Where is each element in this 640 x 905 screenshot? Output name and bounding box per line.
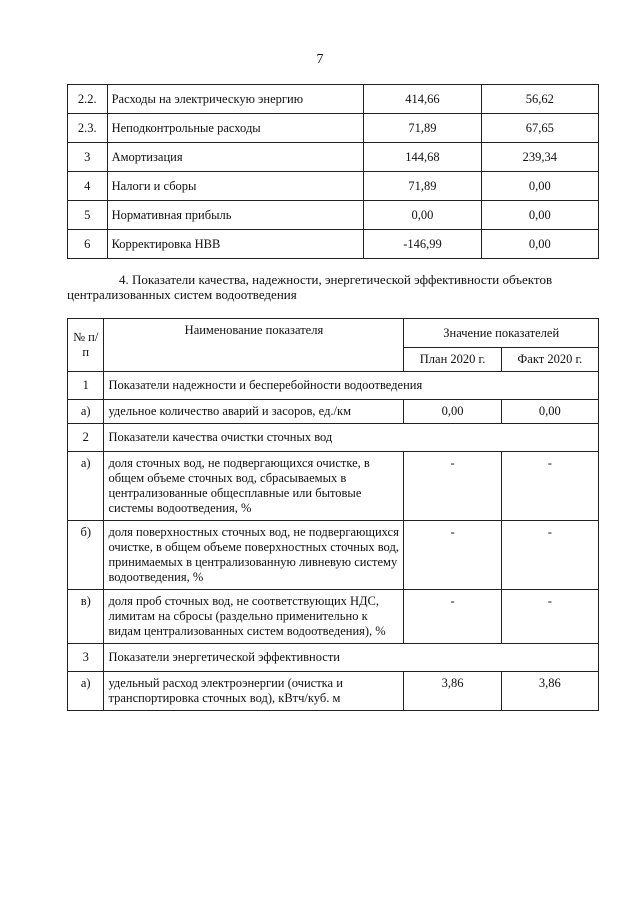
row-value-2: 56,62 bbox=[481, 85, 598, 114]
row-value-2: 0,00 bbox=[481, 201, 598, 230]
plan-value: 3,86 bbox=[404, 672, 501, 711]
row-number: в) bbox=[68, 590, 104, 644]
section-row bbox=[68, 424, 599, 452]
row-name: Расходы на электрическую энергию bbox=[107, 85, 364, 114]
row-name: Налоги и сборы bbox=[107, 172, 364, 201]
fact-value: - bbox=[501, 590, 598, 644]
row-number: 3 bbox=[68, 143, 108, 172]
section-title: Показатели надежности и бесперебойности водоотведения bbox=[104, 372, 599, 400]
table-row bbox=[68, 201, 599, 230]
row-value-1: 0,00 bbox=[364, 201, 481, 230]
row-number: 3 bbox=[68, 644, 104, 672]
header-fact: Факт 2020 г. bbox=[501, 348, 598, 372]
row-name: Неподконтрольные расходы bbox=[107, 114, 364, 143]
header-values: Значение показателей bbox=[404, 319, 599, 348]
table-row bbox=[68, 452, 599, 521]
row-value-1: 71,89 bbox=[364, 172, 481, 201]
row-number: 6 bbox=[68, 230, 108, 259]
row-value-2: 0,00 bbox=[481, 230, 598, 259]
quality-indicators-table bbox=[67, 318, 599, 711]
fact-value: - bbox=[501, 452, 598, 521]
header-name: Наименование показателя bbox=[104, 319, 404, 372]
row-number: а) bbox=[68, 452, 104, 521]
row-name: Корректировка НВВ bbox=[107, 230, 364, 259]
budget-table bbox=[67, 84, 599, 259]
table-row bbox=[68, 521, 599, 590]
row-number: 1 bbox=[68, 372, 104, 400]
plan-value: 0,00 bbox=[404, 400, 501, 424]
plan-value: - bbox=[404, 521, 501, 590]
indicator-name: удельное количество аварий и засоров, ед./км bbox=[104, 400, 404, 424]
plan-value: - bbox=[404, 452, 501, 521]
header-num: № п/п bbox=[68, 319, 104, 372]
table-row bbox=[68, 114, 599, 143]
table-header-row bbox=[68, 319, 599, 348]
row-number: 2 bbox=[68, 424, 104, 452]
row-value-2: 67,65 bbox=[481, 114, 598, 143]
header-plan: План 2020 г. bbox=[404, 348, 501, 372]
row-number: б) bbox=[68, 521, 104, 590]
row-name: Амортизация bbox=[107, 143, 364, 172]
row-value-2: 239,34 bbox=[481, 143, 598, 172]
section-heading-line-2: централизованных систем водоотведения bbox=[67, 287, 297, 302]
table-row bbox=[68, 172, 599, 201]
page-number: 7 bbox=[316, 52, 324, 67]
section-title: Показатели качества очистки сточных вод bbox=[104, 424, 599, 452]
table-row bbox=[68, 230, 599, 259]
fact-value: 3,86 bbox=[501, 672, 598, 711]
section-row bbox=[68, 644, 599, 672]
section-title: Показатели энергетической эффективности bbox=[104, 644, 599, 672]
fact-value: - bbox=[501, 521, 598, 590]
indicator-name: удельный расход электроэнергии (очистка и транспортировка сточных вод), кВтч/куб. м bbox=[104, 672, 404, 711]
section-heading bbox=[67, 272, 599, 302]
row-value-1: 71,89 bbox=[364, 114, 481, 143]
table-row bbox=[68, 143, 599, 172]
row-value-2: 0,00 bbox=[481, 172, 598, 201]
row-value-1: 144,68 bbox=[364, 143, 481, 172]
indicator-name: доля поверхностных сточных вод, не подвергающихся очистке, в общем объеме поверхностных сточных вод, принимаемых в централизованную ливневую систему водоотведения, % bbox=[104, 521, 404, 590]
row-number: а) bbox=[68, 672, 104, 711]
indicator-name: доля сточных вод, не подвергающихся очистке, в общем объеме сточных вод, сбрасываемых в централизованные общесплавные или бытовые системы водоотведения, % bbox=[104, 452, 404, 521]
row-number: 2.2. bbox=[68, 85, 108, 114]
fact-value: 0,00 bbox=[501, 400, 598, 424]
table-row bbox=[68, 400, 599, 424]
row-value-1: -146,99 bbox=[364, 230, 481, 259]
indicator-name: доля проб сточных вод, не соответствующих НДС, лимитам на сбросы (раздельно применительно к видам централизованных систем водоотведения), % bbox=[104, 590, 404, 644]
row-value-1: 414,66 bbox=[364, 85, 481, 114]
plan-value: - bbox=[404, 590, 501, 644]
row-name: Нормативная прибыль bbox=[107, 201, 364, 230]
section-row bbox=[68, 372, 599, 400]
section-heading-line-1: 4. Показатели качества, надежности, энергетической эффективности объектов bbox=[119, 272, 553, 287]
row-number: а) bbox=[68, 400, 104, 424]
table-row bbox=[68, 672, 599, 711]
row-number: 5 bbox=[68, 201, 108, 230]
table-row bbox=[68, 85, 599, 114]
row-number: 2.3. bbox=[68, 114, 108, 143]
table-row bbox=[68, 590, 599, 644]
row-number: 4 bbox=[68, 172, 108, 201]
